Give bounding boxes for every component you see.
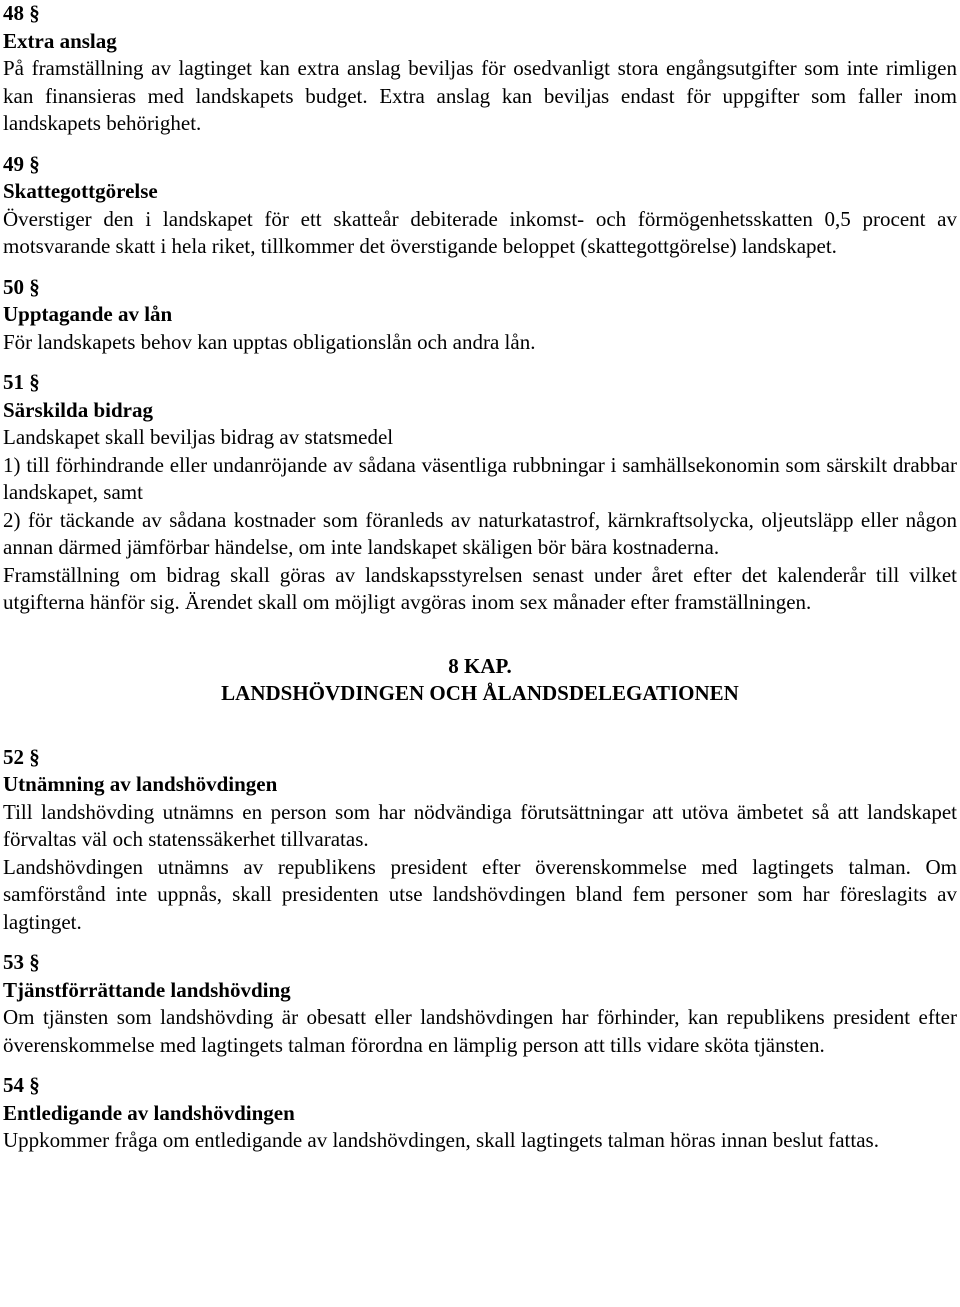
section-54 [3,1072,957,1155]
section-heading: Tjänstförrättande landshövding [3,977,291,1002]
section-number: 48 § [3,1,40,25]
section-heading: Skattegottgörelse [3,179,158,203]
section-50 [3,274,957,357]
section-paragraph: Uppkommer fråga om entledigande av landshövdingen, skall lagtingets talman höras innan beslut fattas. [3,1128,879,1152]
section-paragraph: Till landshövding utnämns en person som har nödvändiga förutsättningar att utöva ämbetet så att landskapet förvaltas väl och statenssäkerhet tillvaratas. [3,799,957,851]
section-paragraph: På framställning av lagtinget kan extra anslag beviljas för osedvanligt stora engångsutgifter som inte rimligen kan finansieras med landskapets budget. Extra anslag kan beviljas endast för uppgifter som faller inom landskapets behörighet. [3,56,957,135]
section-number: 49 § [3,151,40,176]
chapter-header [3,653,957,708]
section-paragraph: Överstiger den i landskapet för ett skatteår debiterade inkomst- och förmögenhetsskatten 0,5 procent av motsvarande skatt i hela riket, tillkommer det överstigande beloppet (skattegottgörelse) landskapet. [3,206,957,258]
section-paragraph: Landshövdingen utnämns av republikens president efter överenskommelse med lagtingets talman. Om samförstånd inte uppnås, skall presidenten utse landshövdingen bland fem personer som har föreslagits av lagtinget. [3,854,957,934]
chapter-title: LANDSHÖVDINGEN OCH ÅLANDSDELEGATIONEN [221,681,739,705]
section-heading: Utnämning av landshövdingen [3,772,278,796]
section-paragraph: För landskapets behov kan upptas obligationslån och andra lån. [3,329,536,354]
chapter-number: 8 KAP. [448,653,512,678]
section-52 [3,744,957,937]
section-paragraph: 2) för täckande av sådana kostnader som föranleds av naturkatastrof, kärnkraftsolycka, oljeutsläpp eller någon annan därmed jämförbar händelse, om inte landskapet skäligen bör bära kostnaderna. [3,507,957,559]
section-51 [3,369,957,617]
section-heading: Särskilda bidrag [3,397,153,422]
section-heading: Extra anslag [3,28,117,53]
section-paragraph: 1) till förhindrande eller undanröjande av sådana väsentliga rubbningar i samhällsekonomin som särskilt drabbar landskapet, samt [3,452,957,504]
section-number: 52 § [3,744,40,769]
section-number: 51 § [3,370,40,394]
section-heading: Entledigande av landshövdingen [3,1100,295,1125]
section-number: 53 § [3,950,40,974]
section-heading: Upptagande av lån [3,302,173,326]
section-paragraph: Framställning om bidrag skall göras av landskapsstyrelsen senast under året efter det kalenderår till vilket utgifterna hänför sig. Ärendet skall om möjligt avgöras inom sex månader efter framställningen. [3,562,957,614]
section-48 [3,0,957,138]
section-49 [3,151,957,261]
section-paragraph: Om tjänsten som landshövding är obesatt eller landshövdingen har förhinder, kan republikens president efter överenskommelse med lagtingets talman förordna en lämplig person att tills vidare sköta tjänsten. [3,1005,957,1057]
section-53 [3,949,957,1059]
document-page [3,0,957,1155]
section-paragraph: Landskapet skall beviljas bidrag av statsmedel [3,425,394,449]
section-number: 50 § [3,274,40,299]
section-number: 54 § [3,1073,40,1097]
